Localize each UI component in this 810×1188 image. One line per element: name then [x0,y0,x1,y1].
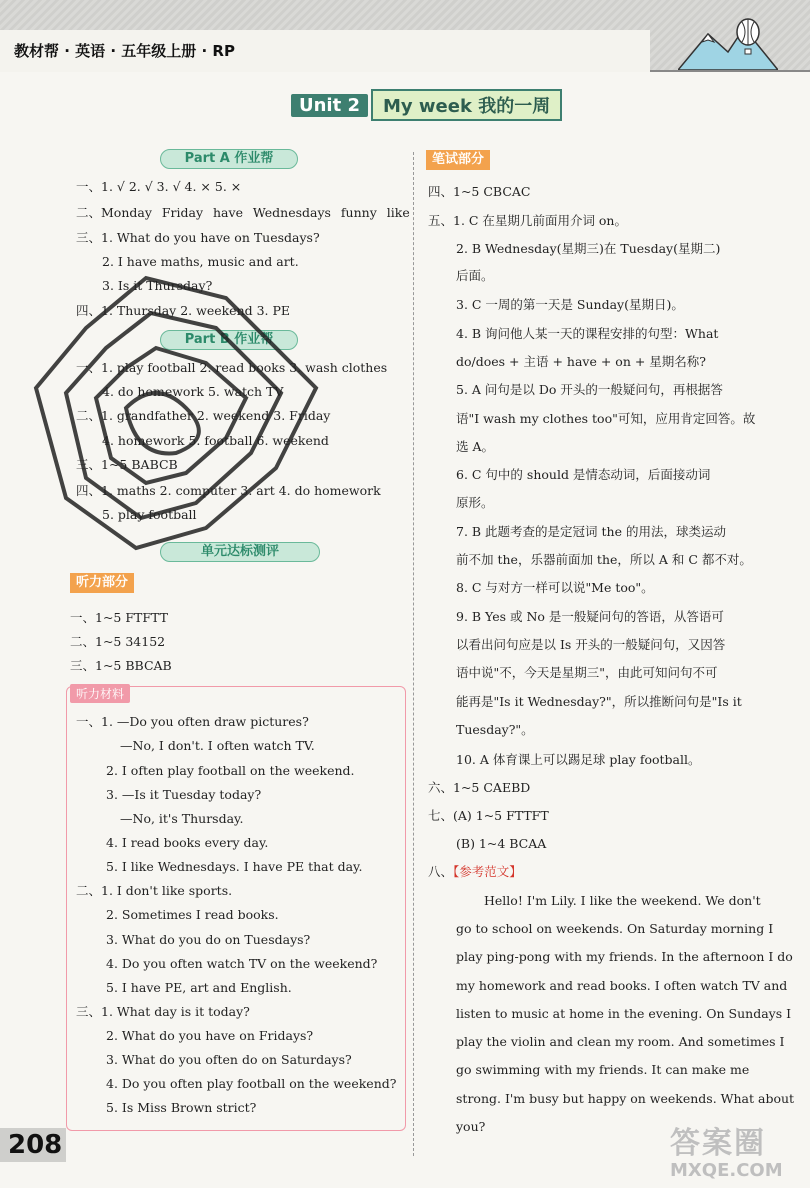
answer-line: 选 A。 [456,439,495,454]
material-line: 4. Do you often watch TV on the weekend? [106,956,378,971]
answer-line: 2. B Wednesday(星期三)在 Tuesday(星期二) [456,241,721,256]
answer-line: 四、1~5 CBCAC [428,184,531,199]
part-b-line: 5. play football [102,507,197,522]
essay-prefix: 八、 [428,864,454,879]
part-a-title: Part A 作业帮 [160,149,298,169]
answer-line: 五、1. C 在星期几前面用介词 on。 [428,213,627,228]
answer-line: 7. B 此题考查的是定冠词 the 的用法，球类运动 [456,524,726,539]
part-b-line: 4. do homework 5. watch TV [102,384,284,399]
material-line: 3. What do you often do on Saturdays? [106,1052,352,1067]
part-b-line: 四、1. maths 2. computer 3. art 4. do homework [76,483,381,498]
listening-tag: 听力部分 [70,573,134,593]
essay-line: listen to music at home in the evening. On Sundays I [456,1006,792,1021]
answer-line: 语中说"不，今天是星期三"，由此可知问句不可 [456,665,718,680]
answer-line: 5. A 问句是以 Do 开头的一般疑问句，再根据答 [456,382,723,397]
part-b-title: Part B 作业帮 [160,330,298,350]
page-header [0,0,810,72]
answer-line: 以看出问句应是以 Is 开头的一般疑问句，又因答 [456,637,726,652]
material-line: —No, it's Thursday. [120,811,244,826]
part-a-line: 四、1. Thursday 2. weekend 3. PE [76,303,291,318]
material-line: 三、1. What day is it today? [76,1004,250,1019]
answer-line: 能再是"Is it Wednesday?"，所以推断问句是"Is it [456,694,742,709]
material-line: 二、1. I don't like sports. [76,883,233,898]
mountains-balloon-icon [678,12,778,70]
watermark-line2: MXQE.COM [670,1160,783,1181]
listening-line: 一、1~5 FTFTT [70,610,168,625]
essay-line: strong. I'm busy but happy on weekends. What about [456,1091,795,1106]
header-title: 教材帮 · 英语 · 五年级上册 · RP [14,42,235,60]
part-b-line: 一、1. play football 2. read books 3. wash clothes [76,360,388,375]
unit-test-title: 单元达标测评 [160,542,320,562]
essay-line: go swimming with my friends. It can make me [456,1062,750,1077]
material-line: 3. What do you do on Tuesdays? [106,932,311,947]
material-line: 2. I often play football on the weekend. [106,763,355,778]
listening-line: 二、1~5 34152 [70,634,166,649]
answer-line: 语"I wash my clothes too"可知，应用肯定回答。故 [456,411,756,426]
part-b-line: 三、1~5 BABCB [76,457,178,472]
answer-line: 10. A 体育课上可以踢足球 play football。 [456,752,701,767]
unit-tag: Unit 2 [291,94,368,117]
essay-line: you? [456,1119,486,1134]
part-a-line: 二、Monday Friday have Wednesdays funny like [76,205,410,220]
material-line: —No, I don't. I often watch TV. [120,738,315,753]
answer-line: 后面。 [456,268,494,283]
material-line: 2. What do you have on Fridays? [106,1028,314,1043]
part-a-line: 三、1. What do you have on Tuesdays? [76,230,320,245]
listening-line: 三、1~5 BBCAB [70,658,172,673]
part-b-line: 二、1. grandfather 2. weekend 3. Friday [76,408,331,423]
site-watermark [670,1118,783,1181]
part-a-line: 2. I have maths, music and art. [102,254,299,269]
material-tag: 听力材料 [70,684,130,703]
part-b-line: 4. homework 5. football 6. weekend [102,433,329,448]
watermark-stamp-icon [26,268,336,558]
answer-line: 8. C 与对方一样可以说"Me too"。 [456,580,654,595]
answer-line: 六、1~5 CAEBD [428,780,531,795]
essay-line: my homework and read books. I often watch TV and [456,978,788,993]
part-a-line: 3. Is it Thursday? [102,278,213,293]
material-line: 5. Is Miss Brown strict? [106,1100,257,1115]
answer-line: 前不加 the，乐器前面加 the，所以 A 和 C 都不对。 [456,552,752,567]
page-number: 208 [0,1128,66,1162]
answer-line: 3. C 一周的第一天是 Sunday(星期日)。 [456,297,684,312]
essay-heading [428,864,522,880]
answer-line: do/does + 主语 + have + on + 星期名称? [456,354,707,369]
essay-line: play the violin and clean my room. And sometimes I [456,1034,785,1049]
unit-name: My week 我的一周 [371,89,562,121]
answer-line: (B) 1~4 BCAA [456,836,547,851]
material-line: 3. —Is it Tuesday today? [106,787,262,802]
essay-line: go to school on weekends. On Saturday morning I [456,921,774,936]
answer-line: 6. C 句中的 should 是情态动词，后面接动词 [456,467,711,482]
answer-line: Tuesday?"。 [456,722,534,737]
material-line: 5. I have PE, art and English. [106,980,292,995]
answer-line: 4. B 询问他人某一天的课程安排的句型：What [456,326,719,341]
material-line: 4. I read books every day. [106,835,269,850]
material-line: 一、1. —Do you often draw pictures? [76,714,309,729]
watermark-line1: 答案圈 [670,1126,766,1161]
answer-line: 原形。 [456,495,494,510]
written-tag: 笔试部分 [426,150,490,170]
answer-line: 七、(A) 1~5 FTTFT [428,808,549,823]
unit-banner [291,91,562,119]
essay-line: play ping-pong with my friends. In the afternoon I do [456,949,793,964]
part-a-line: 一、1. √ 2. √ 3. √ 4. × 5. × [76,179,242,194]
material-line: 2. Sometimes I read books. [106,907,279,922]
essay-tag: 【参考范文】 [453,864,522,879]
essay-line: Hello! I'm Lily. I like the weekend. We don't [484,893,761,908]
material-line: 4. Do you often play football on the weekend? [106,1076,397,1091]
column-divider [413,152,414,1156]
answer-line: 9. B Yes 或 No 是一般疑问句的答语，从答语可 [456,609,724,624]
material-line: 5. I like Wednesdays. I have PE that day. [106,859,363,874]
